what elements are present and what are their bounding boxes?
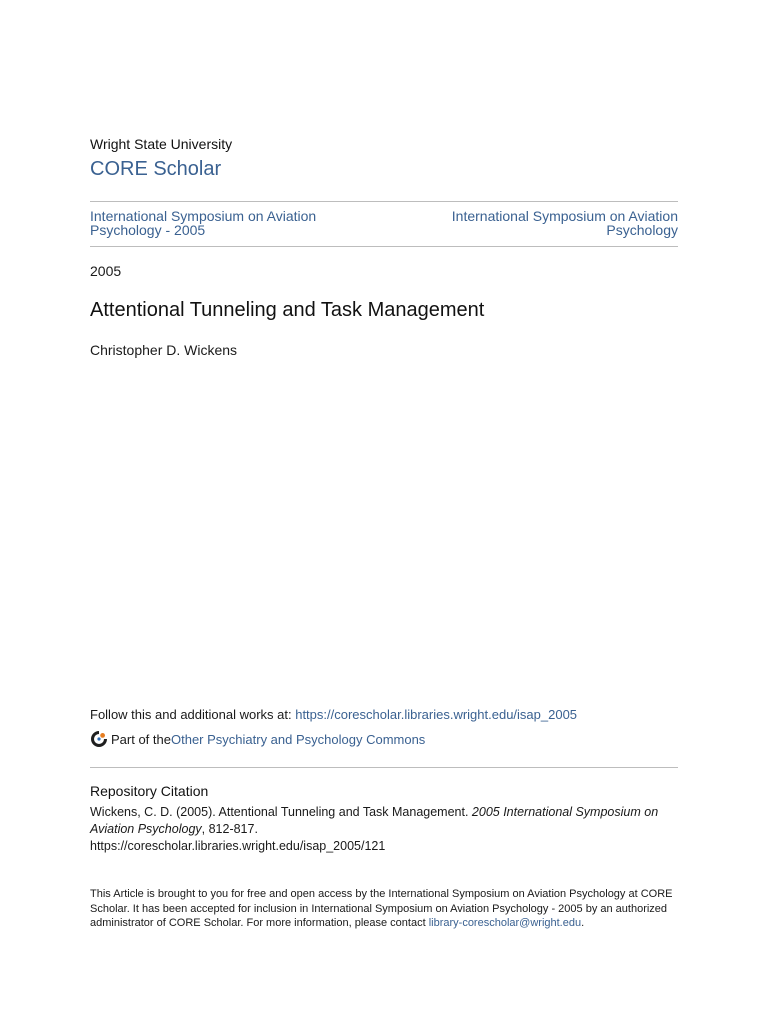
article-author: Christopher D. Wickens — [90, 342, 238, 358]
bepress-commons-icon — [90, 730, 108, 748]
citation-url: https://corescholar.libraries.wright.edu/isap_2005/121 — [90, 839, 386, 853]
citation-source: 2005 International Symposium on Aviation Psychology — [90, 805, 659, 836]
citation-text: Wickens, C. D. (2005). Attentional Tunneling and Task Management. — [90, 805, 472, 819]
breadcrumb-event-link[interactable]: International Symposium on Aviation Psychology - 2005 — [90, 208, 317, 238]
part-of-line — [90, 730, 425, 748]
access-notice-end: . — [581, 917, 585, 929]
repository-citation-heading: Repository Citation — [90, 783, 209, 799]
citation-divider — [90, 767, 678, 768]
publication-year: 2005 — [90, 263, 122, 279]
commons-link[interactable]: Other Psychiatry and Psychology Commons — [170, 731, 426, 747]
article-title: Attentional Tunneling and Task Management — [90, 299, 485, 321]
top-divider — [90, 201, 678, 202]
breadcrumb-series-link[interactable]: International Symposium on Aviation Psychology — [451, 208, 678, 238]
access-notice-text: This Article is brought to you for free and open access by the International Symposium on Aviation Psychology at CORE Scholar. It has been accepted for inclusion in International Symposium on Aviation Psychology - 2005 by an authorized administrator of CORE Scholar. For more information, please contact — [90, 888, 673, 929]
collection-url-link[interactable]: https://corescholar.libraries.wright.edu/isap_2005 — [295, 707, 578, 722]
contact-email-link[interactable]: library-corescholar@wright.edu — [428, 917, 582, 929]
bottom-divider — [90, 246, 678, 247]
follow-line — [90, 707, 577, 722]
follow-label: Follow this and additional works at: — [90, 707, 296, 722]
citation-pages: , 812-817. — [201, 822, 258, 836]
site-name-link[interactable]: CORE Scholar — [90, 158, 222, 180]
repository-citation-text — [90, 804, 680, 855]
institution-name: Wright State University — [90, 136, 233, 152]
access-notice — [90, 887, 680, 931]
part-of-label: Part of the — [111, 731, 171, 747]
